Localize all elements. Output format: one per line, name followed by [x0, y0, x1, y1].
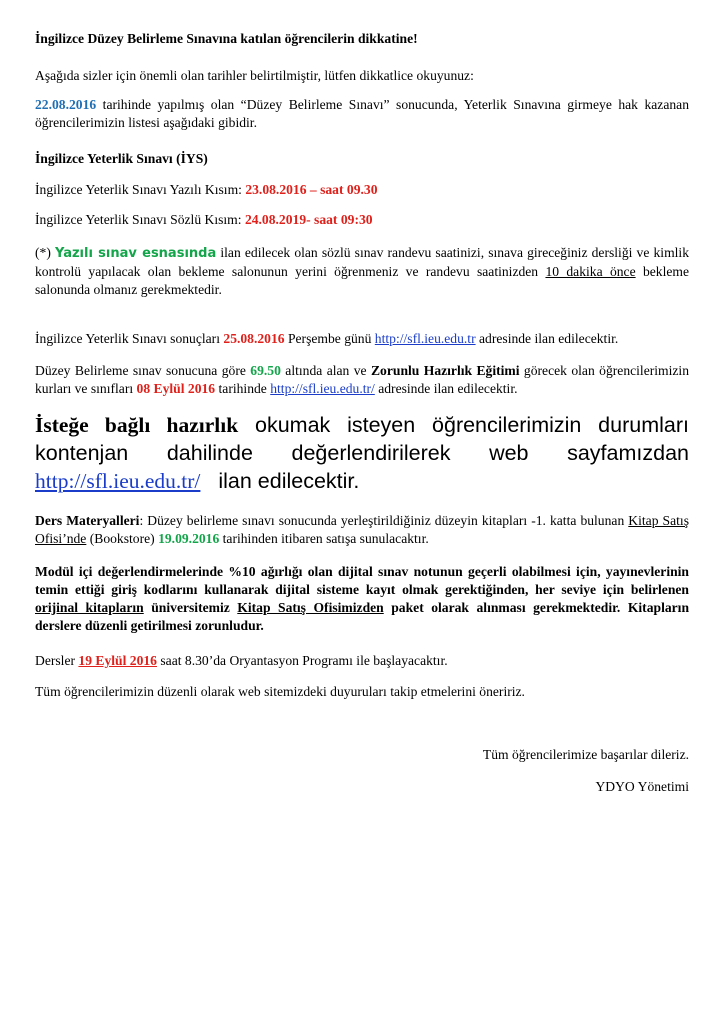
written-exam-line [35, 181, 689, 199]
optional-line-3 [35, 467, 689, 495]
materials-date: 19.09.2016 [158, 531, 220, 546]
optional-bold: İsteğe bağlı hazırlık [35, 413, 239, 437]
materials-text-2: (Bookstore) [86, 531, 159, 546]
written-exam-date: 23.08.2016 – saat 09.30 [245, 182, 378, 197]
courses-paragraph [35, 362, 689, 398]
note-text-1: ilan edilecek olan sözlü sınav randevu saatinizi, sınava gireceğiniz dersliği ve kimlik kontrolü yapılacak olan bekleme salonunun yerini öğrenmeniz ve randevu saatinizden [35, 245, 689, 279]
follow-paragraph: Tüm öğrencilerimizin düzenli olarak web sitemizdeki duyuruları takip etmelerini öneririz. [35, 684, 525, 699]
start-text-1: Dersler [35, 653, 79, 668]
courses-date: 08 Eylül 2016 [136, 381, 216, 396]
start-text-2: saat 8.30’da Oryantasyon Programı ile başlayacaktır. [156, 653, 448, 668]
courses-bold: Zorunlu Hazırlık Eğitimi [370, 363, 520, 378]
results-link[interactable]: http://sfl.ieu.edu.tr [374, 331, 476, 346]
note-prefix: (*) [35, 245, 55, 260]
courses-text-4: tarihinde [215, 381, 271, 396]
signature: YDYO Yönetimi [595, 779, 689, 794]
courses-score: 69.50 [250, 363, 281, 378]
courses-text-1: Düzey Belirleme sınav sonucuna göre [35, 363, 251, 378]
note-text-2: bekleme salonunda olmanız gerekmektedir. [35, 264, 689, 297]
optional-link[interactable]: http://sfl.ieu.edu.tr/ [35, 469, 201, 493]
closing-wish: Tüm öğrencilerimize başarılar dileriz. [482, 747, 689, 762]
results-text-2: Perşembe günü [284, 331, 375, 346]
courses-link[interactable]: http://sfl.ieu.edu.tr/ [270, 381, 375, 396]
optional-line-1-rest: okumak isteyen öğrencilerimizin durumları [238, 413, 689, 437]
optional-prep-paragraph [35, 411, 689, 495]
module-text-2: üniversitemiz [143, 600, 238, 615]
placement-date: 22.08.2016 [35, 97, 97, 112]
materials-label: Ders Materyalleri [35, 513, 140, 528]
start-paragraph [35, 652, 689, 670]
results-text-1: İngilizce Yeterlik Sınavı sonuçları [35, 331, 224, 346]
module-text-3: paket olarak alınması gerekmektedir. Kitapların derslere düzenli getirilmesi zorunludur. [35, 600, 690, 633]
optional-line-1 [35, 411, 689, 439]
results-paragraph [35, 330, 689, 348]
note-underline: 10 dakika önce [545, 264, 636, 279]
oral-exam-line [35, 211, 689, 229]
materials-paragraph [35, 512, 689, 548]
module-underline-2: Kitap Satış Ofisimizden [237, 600, 384, 615]
module-text-1: Modül içi değerlendirmelerinde %10 ağırlığı olan dijital sınav notunun geçerli olabilmesi için, yayınevlerinin temin ettiği giriş kodlarını kullanarak dijital sisteme kayıt olmak gerektiğinden, her seviye için belirlenen [35, 564, 689, 597]
oral-exam-label: İngilizce Yeterlik Sınavı Sözlü Kısım: [35, 212, 245, 227]
note-paragraph [35, 244, 689, 299]
oral-exam-date: 24.08.2019- saat 09:30 [244, 212, 373, 227]
courses-text-3: görecek olan öğrencilerimizin kurları ve sınıfları [35, 363, 690, 396]
results-date: 25.08.2016 [223, 331, 285, 346]
module-paragraph [35, 563, 689, 635]
optional-end: ilan edilecektir. [200, 469, 360, 493]
start-date: 19 Eylül 2016 [78, 653, 157, 668]
module-underline-1: orijinal kitapların [35, 600, 144, 615]
materials-text-3: tarihinden itibaren satışa sunulacaktır. [219, 531, 429, 546]
optional-line-2: kontenjan dahilinde değerlendirilerek web sayfamızdan [35, 441, 689, 465]
courses-text-2: altında alan ve [280, 363, 371, 378]
courses-text-5: adresinde ilan edilecektir. [374, 381, 518, 396]
note-emphasis: Yazılı sınav esnasında [54, 246, 217, 261]
materials-office: Kitap Satış Ofisi’nde [35, 513, 689, 546]
placement-text: tarihinde yapılmış olan “Düzey Belirleme Sınavı” sonucunda, Yeterlik Sınavına girmeye hak kazanan öğrencilerimizin listesi aşağıdaki gibidir. [35, 97, 689, 130]
intro-text: Aşağıda sizler için önemli olan tarihler belirtilmiştir, lütfen dikkatlice okuyunuz: [35, 68, 474, 83]
materials-text-1: : Düzey belirleme sınavı sonucunda yerleştirildiğiniz düzeyin kitapları -1. katta bulunan [139, 513, 629, 528]
placement-paragraph [35, 96, 689, 132]
iys-title: İngilizce Yeterlik Sınavı (İYS) [35, 151, 208, 166]
written-exam-label: İngilizce Yeterlik Sınavı Yazılı Kısım: [35, 182, 246, 197]
announcement-heading: İngilizce Düzey Belirleme Sınavına katılan öğrencilerin dikkatine! [35, 31, 418, 46]
results-text-3: adresinde ilan edilecektir. [475, 331, 619, 346]
